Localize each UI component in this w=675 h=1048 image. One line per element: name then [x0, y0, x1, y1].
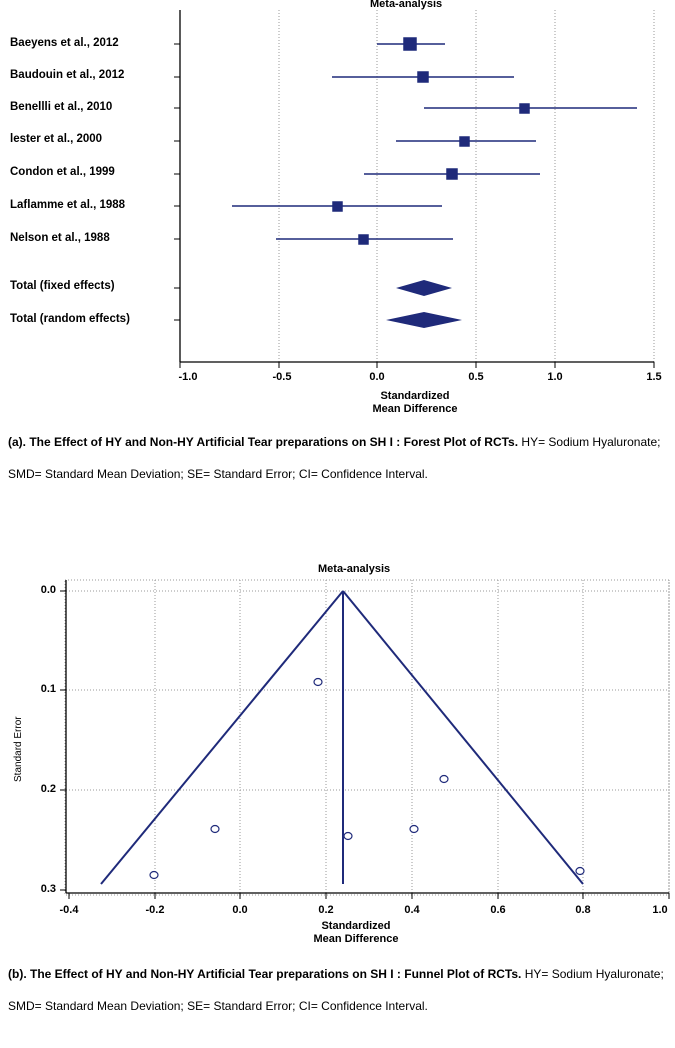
- funnel-y-axis-title: Standard Error: [13, 716, 24, 782]
- study-label: Benellli et al., 2010: [10, 101, 113, 113]
- axis-title-line: Mean Difference: [313, 933, 399, 945]
- caption-b-bold: (b). The Effect of HY and Non-HY Artificial Tear preparations on SH I : Funnel Plot of RCTs.: [8, 967, 522, 981]
- x-tick-label: 0.0: [369, 371, 385, 383]
- funnel-points: [150, 679, 584, 879]
- funnel-x-axis-title: [286, 920, 426, 946]
- caption-b: [8, 958, 668, 1022]
- study-label: Baudouin et al., 2012: [10, 69, 125, 81]
- axis-title-line: Mean Difference: [372, 403, 458, 415]
- x-tick-label: 0.0: [232, 904, 248, 916]
- y-tick-label: 0.3: [40, 883, 56, 895]
- axis-title-line: Standardized: [321, 920, 391, 932]
- x-tick-label: 1.5: [646, 371, 662, 383]
- y-tick-label: 0.2: [40, 783, 56, 795]
- x-tick-label: 0.8: [575, 904, 591, 916]
- study-label: lester et al., 2000: [10, 133, 103, 145]
- x-tick-label: 0.5: [468, 371, 484, 383]
- y-tick-label: 0.0: [40, 584, 56, 596]
- caption-b-text: HY= Sodium Hyaluronate; SMD= Standard Mean Deviation; SE= Standard Error; CI= Confidence Interval.: [8, 967, 664, 1013]
- x-tick-label: 0.2: [318, 904, 334, 916]
- study-label: Laflamme et al., 1988: [10, 199, 126, 211]
- total-label: Total (random effects): [10, 313, 130, 325]
- x-tick-label: 0.4: [404, 904, 420, 916]
- x-tick-label: -1.0: [178, 371, 198, 383]
- x-tick-label: 1.0: [652, 904, 668, 916]
- y-tick-label: 0.1: [40, 683, 56, 695]
- x-tick-label: -0.5: [272, 371, 292, 383]
- forest-plot-title: Meta-analysis: [370, 0, 443, 10]
- caption-a-bold: (a). The Effect of HY and Non-HY Artificial Tear preparations on SH I : Forest Plot of RCTs.: [8, 435, 519, 449]
- study-label: Baeyens et al., 2012: [10, 37, 119, 49]
- funnel-lines: [101, 591, 583, 884]
- study-label: Nelson et al., 1988: [10, 232, 110, 244]
- x-tick-label: 1.0: [547, 371, 563, 383]
- x-tick-label: 0.6: [490, 904, 506, 916]
- x-tick-label: -0.2: [145, 904, 165, 916]
- total-label: Total (fixed effects): [10, 280, 115, 292]
- study-label: Condon et al., 1999: [10, 166, 115, 178]
- x-tick-label: -0.4: [59, 904, 79, 916]
- caption-a-text: HY= Sodium Hyaluronate; SMD= Standard Mean Deviation; SE= Standard Error; CI= Confidence Interval.: [8, 435, 661, 481]
- funnel-grid: [66, 580, 669, 893]
- axis-title-line: Standardized: [380, 390, 450, 402]
- funnel-plot-title: Meta-analysis: [318, 563, 391, 575]
